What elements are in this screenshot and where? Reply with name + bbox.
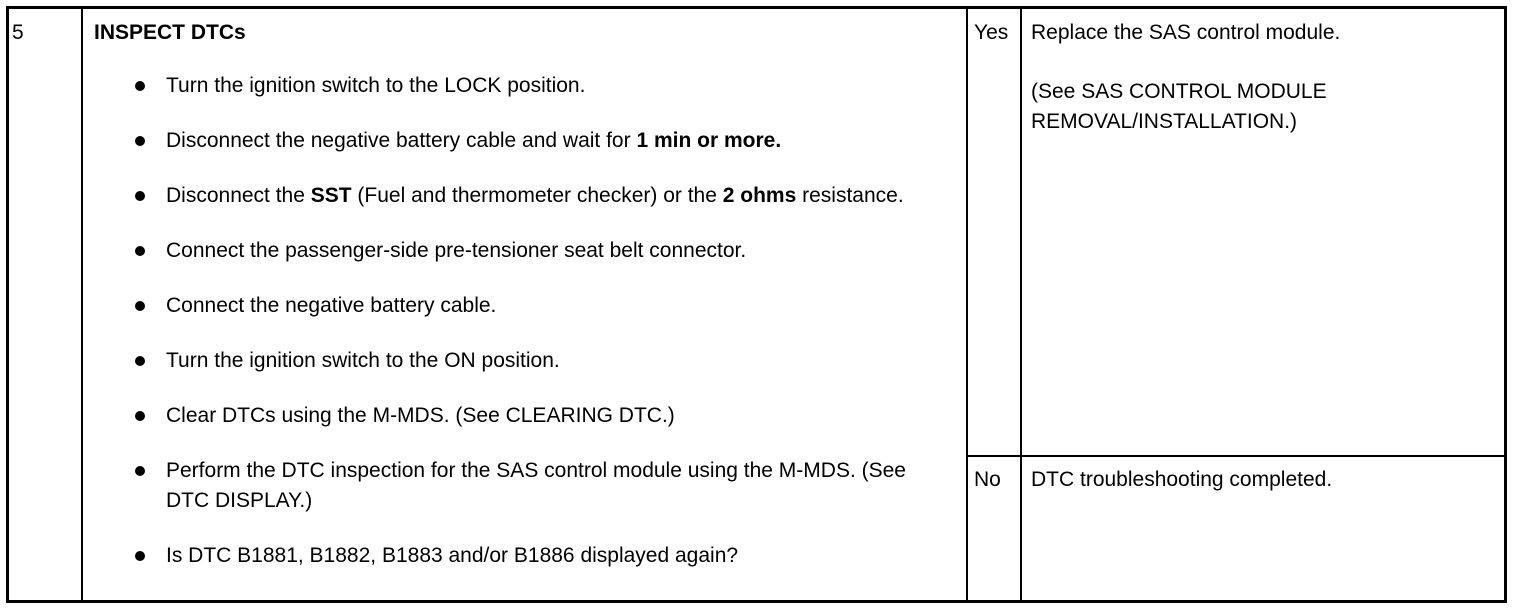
step-number: 5 (12, 21, 24, 44)
list-item: Connect the negative battery cable. (135, 291, 935, 321)
yes-action: Replace the SAS control module. (1031, 21, 1341, 44)
step-title: INSPECT DTCs (94, 21, 246, 44)
yes-reference: (See SAS CONTROL MODULE REMOVAL/INSTALLATION.) (1031, 80, 1327, 133)
list-item: Disconnect the negative battery cable and wait for 1 min or more. (135, 126, 935, 156)
inspection-steps (135, 71, 935, 571)
list-item: Is DTC B1881, B1882, B1883 and/or B1886 displayed again? (135, 541, 935, 571)
no-action: DTC troubleshooting completed. (1031, 468, 1333, 491)
list-item: Turn the ignition switch to the LOCK position. (135, 71, 935, 101)
row-divider (966, 455, 1504, 457)
column-divider (81, 9, 83, 600)
list-item: Clear DTCs using the M-MDS. (See CLEARING DTC.) (135, 401, 935, 431)
list-item: Disconnect the SST (Fuel and thermometer checker) or the 2 ohms resistance. (135, 181, 935, 211)
column-divider (1020, 9, 1022, 600)
troubleshooting-table (6, 6, 1507, 603)
yes-label: Yes (974, 21, 1009, 44)
column-divider (966, 9, 968, 600)
no-label: No (974, 468, 1001, 491)
list-item: Connect the passenger-side pre-tensioner seat belt connector. (135, 236, 935, 266)
list-item: Turn the ignition switch to the ON position. (135, 346, 935, 376)
list-item: Perform the DTC inspection for the SAS control module using the M-MDS. (See DTC DISPLAY.) (135, 456, 935, 516)
